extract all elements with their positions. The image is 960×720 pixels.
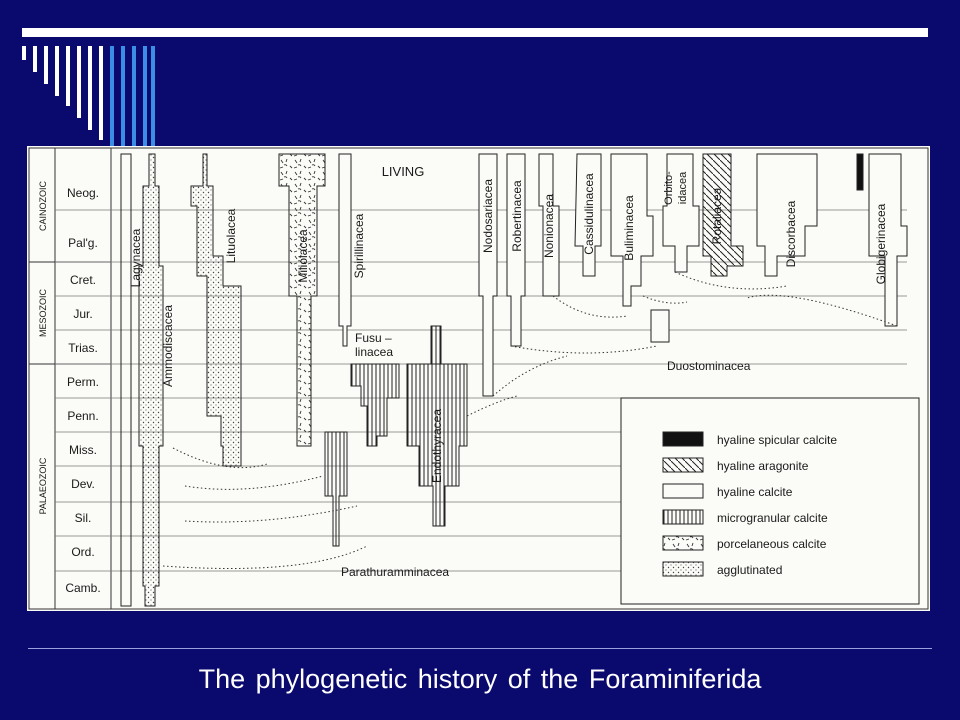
label-parathuramminacea: Parathuramminacea [341, 565, 450, 579]
period-label: Dev. [71, 477, 95, 491]
spicular-calcite-bar [857, 154, 863, 190]
endothyracea-stem [431, 326, 441, 364]
label-duostominacea: Duostominacea [667, 359, 751, 373]
miliolacea-shape [279, 154, 325, 446]
period-label: Cret. [69, 273, 97, 287]
lituolacea-shape [191, 154, 241, 466]
lagynacea-column [121, 154, 131, 606]
legend-label: hyaline calcite [717, 485, 793, 499]
period-label: Perm. [66, 375, 100, 389]
top-rule [22, 28, 928, 37]
period-label: Pal'g. [68, 236, 98, 250]
label-fusulinacea-1: Fusu – [355, 331, 392, 345]
legend [621, 398, 919, 604]
period-label: Ord. [71, 545, 95, 559]
label-orbitoidacea-1: Orbito- [663, 171, 675, 205]
label-endothyracea: Endothyracea [430, 408, 444, 484]
period-label: Sil. [74, 511, 92, 525]
legend-label: hyaline aragonite [717, 459, 809, 473]
legend-swatch-solid [663, 432, 703, 446]
period-label: Penn. [67, 409, 99, 423]
label-ammodiscacea: Ammodiscacea [161, 304, 175, 388]
label-rotaliacea: Rotaliacea [710, 187, 724, 245]
legend-label: microgranular calcite [717, 511, 828, 525]
label-discorbacea: Discorbacea [784, 200, 798, 268]
era-mesozoic: MESOZOIC [38, 288, 48, 338]
label-miliolacea: Miliolacea [296, 229, 310, 283]
label-lituolacea: Lituolacea [224, 208, 238, 264]
living-label: LIVING [381, 164, 425, 179]
legend-label: hyaline spicular calcite [717, 433, 838, 447]
period-label: Camb. [65, 581, 101, 595]
legend-swatch-vertical [663, 510, 703, 524]
duostominacea-shape [651, 310, 669, 342]
period-label: Trias. [68, 341, 98, 355]
label-globigerinacea: Globigerinacea [874, 203, 888, 285]
label-robertinacea: Robertinacea [510, 180, 524, 252]
label-spirillinacea: Spirillinacea [352, 213, 366, 279]
label-nonionacea: Nonionacea [542, 193, 556, 259]
fusulinacea-shape [351, 364, 399, 446]
phylogeny-diagram [27, 146, 930, 611]
label-lagynacea: Lagynacea [129, 228, 143, 288]
phylogeny-figure [27, 146, 930, 611]
legend-label: porcelaneous calcite [717, 537, 827, 551]
period-label: Neog. [66, 186, 100, 200]
label-nodosariacea: Nodosariacea [481, 178, 495, 254]
period-label: Miss. [69, 443, 97, 457]
spirillinacea-shape [339, 154, 351, 346]
period-label: Jur. [73, 307, 93, 321]
slide-caption: The phylogenetic history of the Foraminiferida [198, 664, 762, 694]
label-fusulinacea-2: linacea [355, 345, 394, 359]
legend-label: agglutinated [717, 563, 783, 577]
legend-swatch-dotted [663, 562, 703, 576]
parathuramminacea-shape [325, 432, 347, 546]
label-cassidulinacea: Cassidulinacea [582, 173, 596, 255]
ammodiscacea-shape [139, 154, 163, 606]
era-palaeozoic: PALAEOZOIC [38, 457, 48, 515]
legend-swatch-porcelaneous [663, 536, 703, 550]
label-orbitoidacea-2: idacea [677, 171, 689, 205]
era-cainozoic: CAINOZOIC [38, 180, 48, 232]
label-buliminacea: Buliminacea [622, 195, 636, 261]
legend-swatch-diagonal [663, 458, 703, 472]
legend-swatch-blank [663, 484, 703, 498]
bottom-rule [28, 648, 932, 649]
